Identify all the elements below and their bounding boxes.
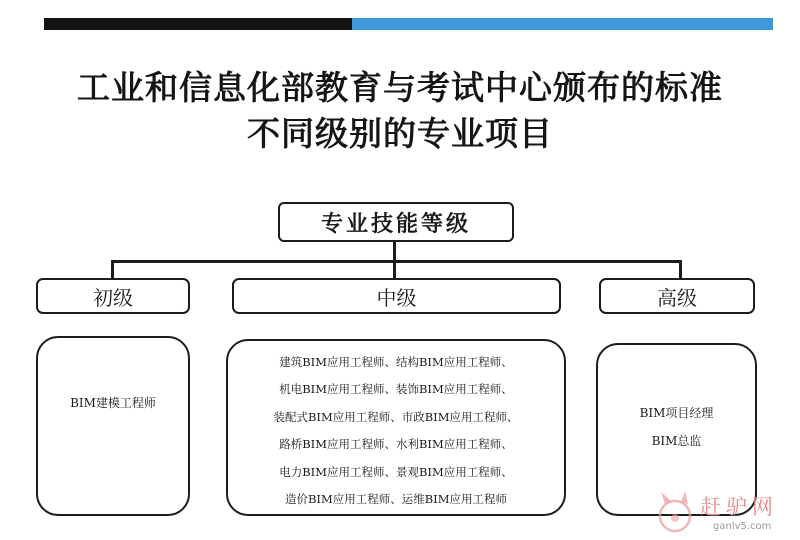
- role-item: 造价BIM应用工程师、运维BIM应用工程师: [284, 492, 508, 507]
- role-item: 电力BIM应用工程师、景观BIM应用工程师、: [279, 464, 513, 479]
- role-item: 路桥BIM应用工程师、水利BIM应用工程师、: [279, 437, 513, 452]
- root-connector: [393, 242, 396, 262]
- title-line-1: 工业和信息化部教育与考试中心颁布的标准: [77, 68, 723, 107]
- top-bar-blue: [352, 18, 773, 30]
- title-line-2: 不同级别的专业项目: [247, 114, 553, 153]
- watermark-text: 赶驴网: [700, 495, 778, 519]
- level-connector-horizontal: [111, 260, 682, 263]
- role-item: BIM建模工程师: [70, 396, 156, 410]
- role-item: 机电BIM应用工程师、装饰BIM应用工程师、: [279, 382, 513, 397]
- root-node: 专业技能等级: [278, 202, 514, 242]
- intermediate-roles-card: [226, 339, 566, 516]
- senior-roles: [598, 399, 755, 455]
- junior-roles-card: [36, 336, 190, 516]
- watermark-url: ganlv5.com: [713, 521, 772, 532]
- role-item: BIM项目经理: [639, 406, 714, 420]
- level-connector-junior: [111, 260, 114, 279]
- level-senior: 高级: [599, 278, 755, 314]
- role-item: 装配式BIM应用工程师、市政BIM应用工程师、: [273, 409, 519, 424]
- junior-roles: [38, 394, 188, 411]
- level-connector-intermediate: [393, 260, 396, 279]
- role-item: BIM总监: [651, 434, 702, 448]
- level-junior: 初级: [36, 278, 190, 314]
- level-connector-senior: [679, 260, 682, 279]
- role-item: 建筑BIM应用工程师、结构BIM应用工程师、: [279, 355, 513, 369]
- intermediate-roles: [228, 349, 564, 513]
- top-bar-dark: [44, 18, 352, 30]
- level-intermediate: 中级: [232, 278, 561, 314]
